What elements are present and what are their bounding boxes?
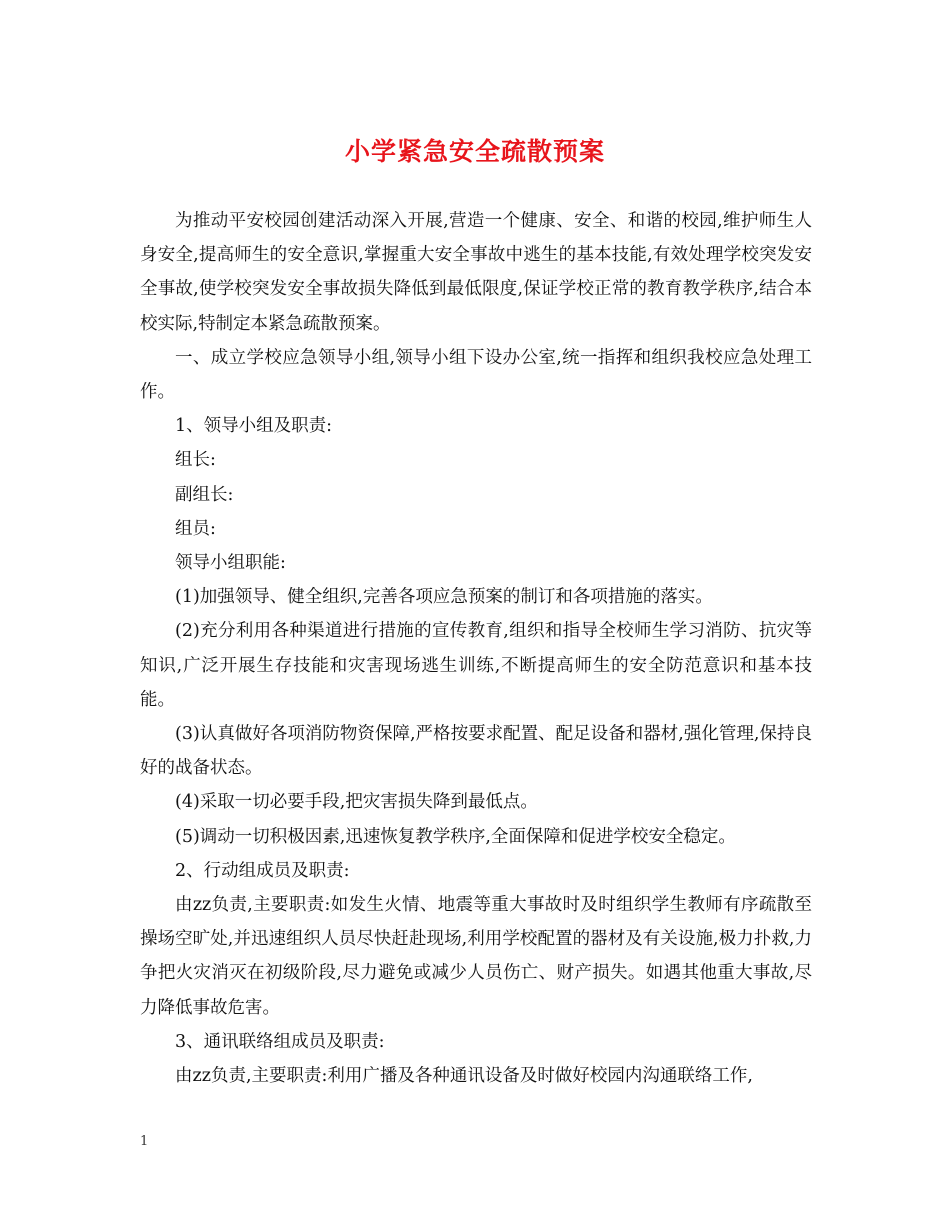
- paragraph: 领导小组职能:: [175, 553, 286, 574]
- paragraph: 组员:: [175, 518, 216, 539]
- paragraph: (1)加强领导、健全组织,完善各项应急预案的制订和各项措施的落实。: [175, 587, 713, 608]
- paragraph: 组长:: [175, 450, 216, 471]
- document-title: 小学紧急安全疏散预案: [344, 137, 605, 166]
- paragraph: 由zz负责,主要职责:利用广播及各种通讯设备及时做好校园内沟通联络工作,: [175, 1066, 753, 1087]
- page-number: 1: [140, 1134, 149, 1149]
- paragraph: 副组长:: [175, 484, 234, 505]
- paragraph: (5)调动一切积极因素,迅速恢复教学秩序,全面保障和促进学校安全稳定。: [175, 826, 736, 847]
- paragraph: 3、通讯联络组成员及职责:: [175, 1031, 385, 1052]
- document-body: [140, 204, 812, 1093]
- paragraph: 一、成立学校应急领导小组,领导小组下设办公室,统一指挥和组织我校应急处理工作。: [140, 347, 812, 403]
- paragraph: (3)认真做好各项消防物资保障,严格按要求配置、配足设备和器材,强化管理,保持良好的战备状态。: [140, 724, 812, 779]
- paragraph: 2、行动组成员及职责:: [175, 860, 350, 881]
- paragraph: (4)采取一切必要手段,把灾害损失降到最低点。: [175, 792, 538, 813]
- paragraph: 1、领导小组及职责:: [175, 416, 333, 437]
- paragraph: 为推动平安校园创建活动深入开展,营造一个健康、安全、和谐的校园,维护师生人身安全,提高师生的安全意识,掌握重大安全事故中逃生的基本技能,有效处理学校突发安全事故,使学校突发安全事故损失降低到最低限度,保证学校正常的教育教学秩序,结合本校实际,特制定本紧急疏散预案。: [140, 211, 812, 334]
- paragraph: (2)充分利用各种渠道进行措施的宣传教育,组织和指导全校师生学习消防、抗灾等知识,广泛开展生存技能和灾害现场逃生训练,不断提高师生的安全防范意识和基本技能。: [140, 621, 812, 710]
- paragraph: 由zz负责,主要职责:如发生火情、地震等重大事故时及时组织学生教师有序疏散至操场空旷处,并迅速组织人员尽快赶赴现场,利用学校配置的器材及有关设施,极力扑救,力争把火灾消灭在初级阶段,尽力避免或减少人员伤亡、财产损失。如遇其他重大事故,尽力降低事故危害。: [140, 895, 812, 1018]
